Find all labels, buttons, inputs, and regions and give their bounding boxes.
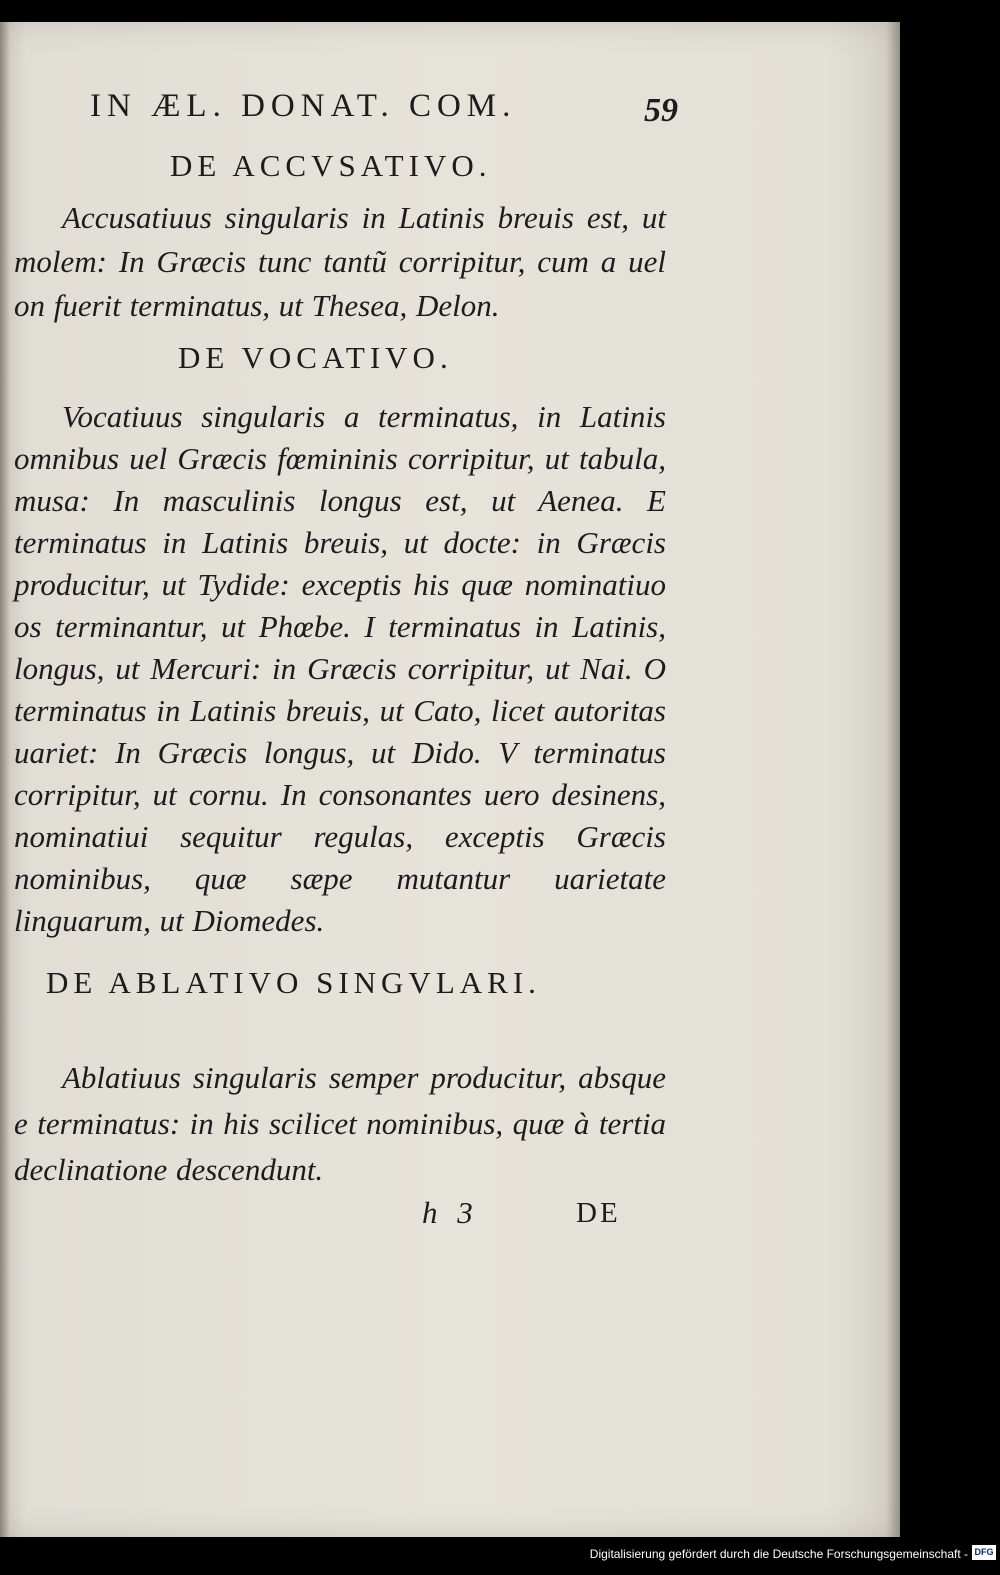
digitization-credit: Digitalisierung gefördert durch die Deutsche Forschungsgemeinschaft -: [589, 1547, 968, 1561]
dfg-logo-icon: DFG: [972, 1545, 996, 1560]
section-text-accusative: Accusatiuus singularis in Latinis breuis est, ut molem: In Græcis tunc tantũ corripitur, cum a uel on fuerit terminatus, ut Thesea, Delon.: [14, 200, 666, 323]
section-heading-ablative: DE ABLATIVO SINGVLARI.: [46, 965, 541, 1000]
running-head: IN ÆL. DONAT. COM.: [90, 88, 517, 124]
section-text-vocative: Vocatiuus singularis a terminatus, in Latinis omnibus uel Græcis fœmininis corripitur, ut tabula, musa: In masculinis longus est, ut Aenea. E terminatus in Latinis breuis, ut docte: in Græcis producitur, ut Tydide: exceptis his quæ nominatiuo os terminantur, ut Phœbe. I terminatus in Latinis, longus, ut Mercuri: in Græcis corripitur, ut Nai. O terminatus in Latinis breuis, ut Cato, licet autoritas uariet: In Græcis longus, ut Dido. V terminatus corripitur, ut cornu. In consonantes uero desinens, nominatiui sequitur regulas, exceptis Græcis nominibus, quæ sæpe mutantur uarietate linguarum, ut Diomedes.: [14, 399, 666, 938]
page-edge-shadow: [886, 22, 900, 1537]
page-number: 59: [644, 92, 678, 129]
section-heading-vocative: DE VOCATIVO.: [178, 340, 453, 375]
page-gutter-shadow: [0, 22, 10, 1537]
signature-mark: h 3: [422, 1195, 479, 1230]
section-text-ablative: Ablatiuus singularis semper producitur, absque e terminatus: in his scilicet nominibus, quæ à tertia declinatione descendunt.: [14, 1060, 666, 1187]
catchword: DE: [576, 1197, 621, 1229]
section-heading-accusative: DE ACCVSATIVO.: [170, 148, 492, 183]
